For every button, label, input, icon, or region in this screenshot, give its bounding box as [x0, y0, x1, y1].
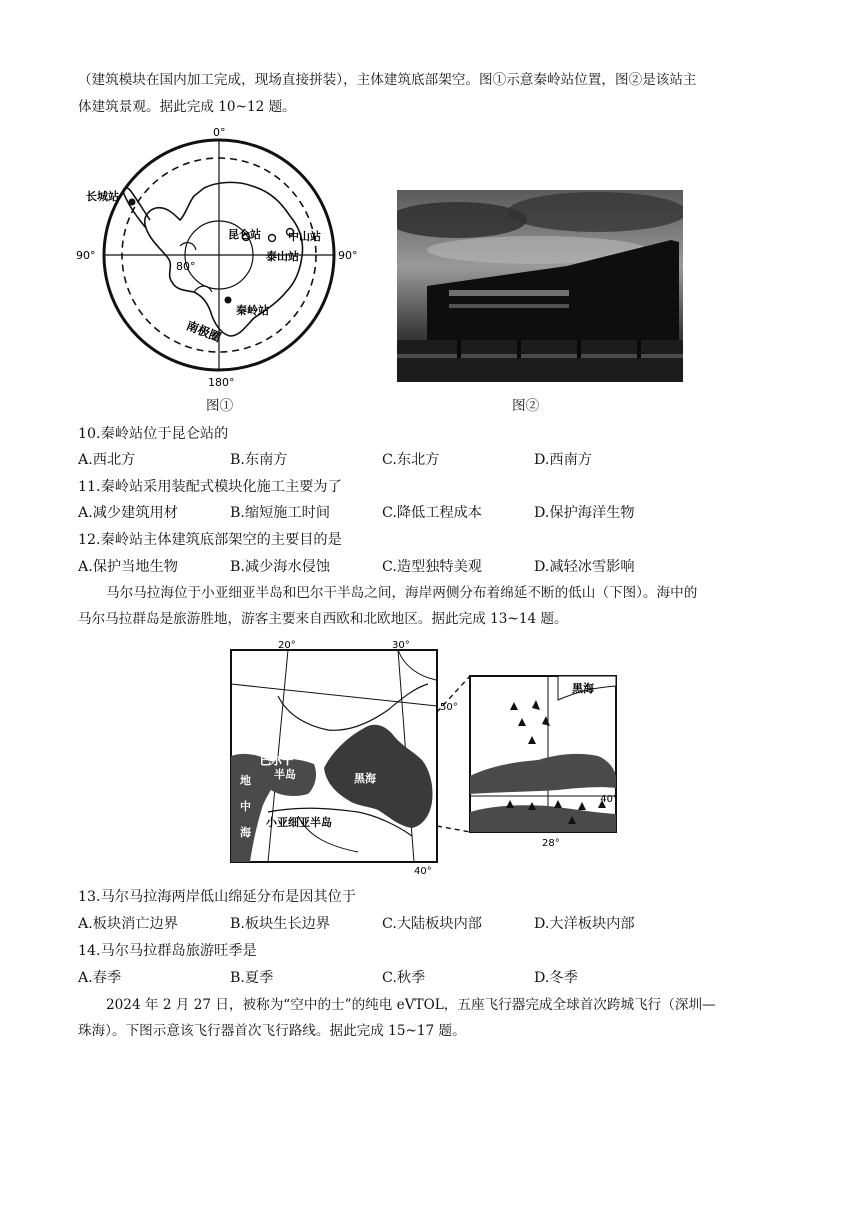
q13-option-d: D.大洋板块内部 [534, 916, 635, 932]
label-180deg: 180° [208, 376, 235, 389]
label-qinling: 秦岭站 [236, 304, 269, 317]
taishan-station-dot [269, 235, 276, 242]
label-kunlun: 昆仑站 [228, 228, 261, 241]
evtol-para-line-1: 2024 年 2 月 27 日，被称为“空中的士”的纯电 eVTOL，五座飞行器完成全球首次跨城飞行（深圳— [106, 997, 716, 1013]
q13-stem: 13.马尔马拉海两岸低山绵延分布是因其位于 [78, 889, 356, 905]
q13-option-b: B.板块生长边界 [230, 916, 331, 932]
label-taishan: 泰山站 [266, 250, 299, 263]
qinling-station-dot [225, 297, 232, 304]
intro-line-1: （建筑模块在国内加工完成，现场直接拼装），主体建筑底部架空。图①示意秦岭站位置，图②是该站主 [78, 72, 697, 88]
label-80deg: 80° [176, 260, 196, 273]
figure1-caption: 图① [206, 398, 234, 414]
q14-option-c: C.秋季 [382, 970, 426, 986]
label-lon-40: 40° [414, 866, 432, 876]
q12-option-c: C.造型独特美观 [382, 559, 482, 575]
evtol-para-line-2: 珠海）。下图示意该飞行器首次飞行路线。据此完成 15~17 题。 [78, 1023, 466, 1039]
q14-option-a: A.春季 [78, 970, 122, 986]
q14-option-d: D.冬季 [534, 970, 578, 986]
q10-stem: 10.秦岭站位于昆仑站的 [78, 426, 229, 442]
figure-antarctica-map [76, 124, 366, 392]
marmara-para-line-2: 马尔马拉群岛是旅游胜地，游客主要来自西欧和北欧地区。据此完成 13~14 题。 [78, 611, 568, 627]
label-inset-lat-40: 40° [600, 794, 618, 805]
q13-option-c: C.大陆板块内部 [382, 916, 482, 932]
q10-option-a: A.西北方 [78, 452, 136, 468]
q10-option-c: C.东北方 [382, 452, 440, 468]
figure2-caption: 图② [512, 398, 540, 414]
label-balkan-1: 巴尔干 [260, 754, 293, 767]
label-balkan-2: 半岛 [274, 768, 296, 781]
label-med-2: 中 [240, 800, 251, 813]
figure-marmara-map [228, 636, 620, 876]
label-med-1: 地 [240, 774, 251, 787]
q12-stem: 12.秦岭站主体建筑底部架空的主要目的是 [78, 532, 342, 548]
label-lon-20: 20° [278, 640, 296, 651]
changcheng-station-dot [129, 199, 136, 206]
intro-line-2: 体建筑景观。据此完成 10~12 题。 [78, 99, 296, 115]
q11-option-c: C.降低工程成本 [382, 505, 482, 521]
marmara-para-line-1: 马尔马拉海位于小亚细亚半岛和巴尔干半岛之间，海岸两侧分布着绵延不断的低山（下图）。海中的 [106, 585, 698, 601]
q13-option-a: A.板块消亡边界 [78, 916, 178, 932]
label-changcheng: 长城站 [86, 190, 119, 203]
label-med-3: 海 [240, 826, 251, 839]
label-asia-minor: 小亚细亚半岛 [266, 816, 332, 829]
label-lon-30: 30° [392, 640, 410, 651]
label-inset-lon-28: 28° [542, 838, 560, 849]
q14-stem: 14.马尔马拉群岛旅游旺季是 [78, 943, 257, 959]
q10-option-d: D.西南方 [534, 452, 592, 468]
q11-option-a: A.减少建筑用材 [78, 505, 178, 521]
q12-option-a: A.保护当地生物 [78, 559, 178, 575]
q11-option-b: B.缩短施工时间 [230, 505, 331, 521]
label-inset-black-sea: 黑海 [572, 682, 594, 695]
q11-option-d: D.保护海洋生物 [534, 505, 635, 521]
q12-option-d: D.减轻冰雪影响 [534, 559, 635, 575]
label-antarctic-circle: 南极圈 [184, 318, 223, 345]
q10-option-b: B.东南方 [230, 452, 288, 468]
label-0deg: 0° [213, 126, 226, 139]
label-lat-50: 50° [440, 702, 458, 713]
label-zhongshan: 中山站 [288, 230, 321, 243]
q11-stem: 11.秦岭站采用装配式模块化施工主要为了 [78, 479, 342, 495]
label-90-left: 90° [76, 249, 96, 262]
q14-option-b: B.夏季 [230, 970, 274, 986]
q12-option-b: B.减少海水侵蚀 [230, 559, 331, 575]
label-90-right: 90° [338, 249, 358, 262]
label-black-sea: 黑海 [354, 772, 376, 785]
figure-station-photo [397, 190, 683, 382]
